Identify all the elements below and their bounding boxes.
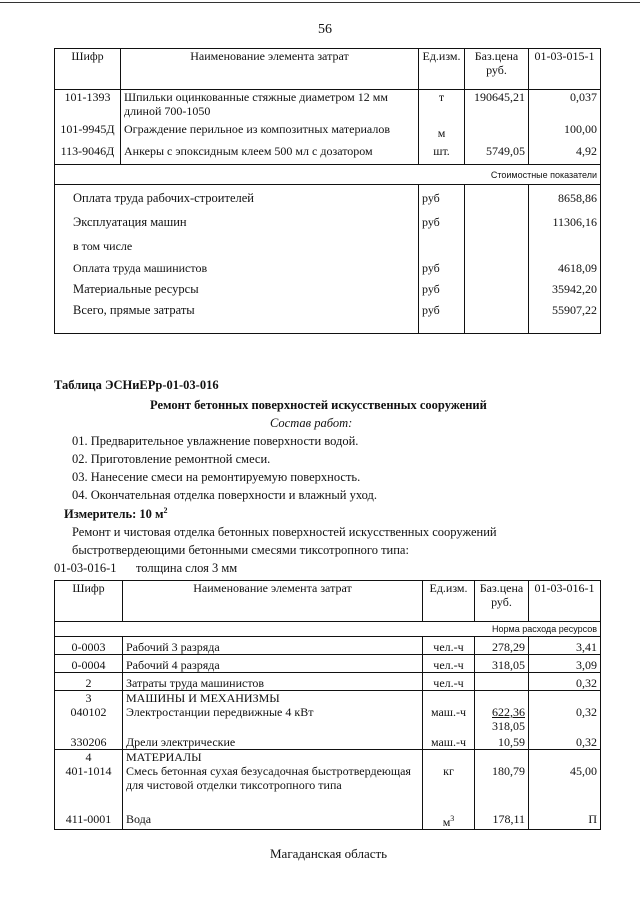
step-3: 03. Нанесение смеси на ремонтируемую поверхность. bbox=[72, 470, 361, 484]
step-4: 04. Окончательная отделка поверхности и влажный уход. bbox=[72, 488, 377, 502]
description: Ремонт и чистовая отделка бетонных поверхностей искусственных сооружений быстротвердеющими бетонными смесями тиксотропного типа: bbox=[72, 525, 497, 557]
header-norm: 01-03-015-1 bbox=[529, 49, 601, 90]
header-price: Баз.цена руб. bbox=[475, 581, 529, 622]
resource-table bbox=[54, 580, 601, 830]
cost-row: Эксплуатация машин руб 11306,16 bbox=[55, 209, 601, 233]
section-row: Норма расхода ресурсов bbox=[55, 622, 601, 637]
table-row: 0-0004 Рабочий 4 разряда чел.-ч 318,05 3,09 bbox=[55, 655, 601, 673]
cost-table-1 bbox=[54, 48, 601, 334]
header-price: Баз.цена руб. bbox=[465, 49, 529, 90]
cost-row: Всего, прямые затраты руб 55907,22 bbox=[55, 298, 601, 334]
table-row: 101-9945Д Ограждение перильное из композитных материалов м 100,00 bbox=[55, 118, 601, 140]
header-code: Шифр bbox=[55, 581, 123, 622]
measure-label: Измеритель: 10 $м^2$ bbox=[64, 506, 168, 522]
price-old: 622,36 bbox=[492, 705, 525, 719]
table-row: 330206 Дрели электрические маш.-ч 10,59 0,32 bbox=[55, 733, 601, 750]
header-unit: Ед.изм. bbox=[423, 581, 475, 622]
composition-title: Состав работ: bbox=[270, 416, 353, 430]
header-name: Наименование элемента затрат bbox=[121, 49, 419, 90]
cost-row: Оплата труда рабочих-строителей руб 8658,86 bbox=[55, 185, 601, 210]
table-row: 401-1014 Смесь бетонная сухая безусадочная быстротвердеющая для чистовой отделки тиксотропного типа кг 180,79 45,00 bbox=[55, 764, 601, 810]
price-new: 318,05 bbox=[492, 719, 525, 733]
table-row: 113-9046Д Анкеры с эпоксидным клеем 500 мл с дозатором шт. 5749,05 4,92 bbox=[55, 140, 601, 165]
variant-code: 01-03-016-1 bbox=[54, 561, 117, 575]
top-rule bbox=[0, 2, 640, 3]
table-row: 4 МАТЕРИАЛЫ bbox=[55, 750, 601, 765]
cost-row: Материальные ресурсы руб 35942,20 bbox=[55, 277, 601, 298]
header-name: Наименование элемента затрат bbox=[123, 581, 423, 622]
header-norm: 01-03-016-1 bbox=[529, 581, 601, 622]
table-row: 3 МАШИНЫ И МЕХАНИЗМЫ bbox=[55, 691, 601, 706]
table-title: Таблица ЭСНиЕРр-01-03-016 bbox=[54, 378, 219, 392]
header-code: Шифр bbox=[55, 49, 121, 90]
table-row: 040102 Электростанции передвижные 4 кВт маш.-ч 622,36 318,05 0,32 bbox=[55, 705, 601, 733]
step-2: 02. Приготовление ремонтной смеси. bbox=[72, 452, 271, 466]
footer-region: Магаданская область bbox=[270, 846, 388, 861]
header-unit: Ед.изм. bbox=[419, 49, 465, 90]
table-row: 2 Затраты труда машинистов чел.-ч 0,32 bbox=[55, 673, 601, 691]
variant-text: толщина слоя 3 мм bbox=[136, 561, 238, 575]
page-number: 56 bbox=[318, 22, 332, 37]
section-row: Стоимостные показатели bbox=[55, 165, 601, 185]
table-row: 411-0001 Вода $м^3$ 178,11 П bbox=[55, 810, 601, 830]
table-row: 0-0003 Рабочий 3 разряда чел.-ч 278,29 3,41 bbox=[55, 637, 601, 655]
cost-row: в том числе bbox=[55, 233, 601, 255]
work-title: Ремонт бетонных поверхностей искусственных сооружений bbox=[150, 398, 487, 412]
table-row: 101-1393 Шпильки оцинкованные стяжные диаметром 12 мм длиной 700-1050 т 190645,21 0,037 bbox=[55, 90, 601, 119]
cost-row: Оплата труда машинистов руб 4618,09 bbox=[55, 255, 601, 277]
step-1: 01. Предварительное увлажнение поверхности водой. bbox=[72, 434, 359, 448]
